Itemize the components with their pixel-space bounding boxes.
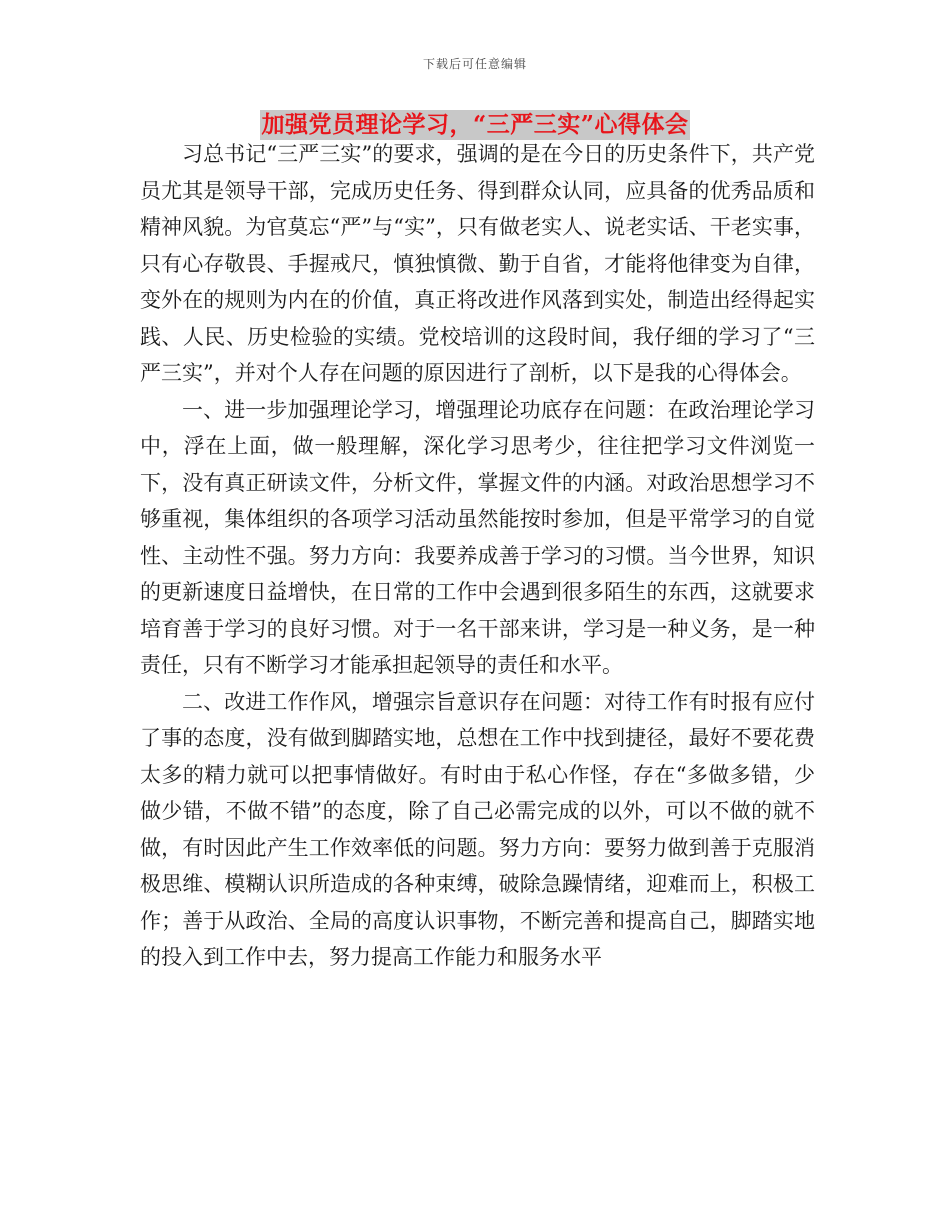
paragraph-section-2: 二、改进工作作风，增强宗旨意识存在问题：对待工作有时报有应付了事的态度，没有做到脚踏实地，总想在工作中找到捷径，最好不要花费太多的精力就可以把事情做好。有时由于私心作怪，存在“多做多错，少做少错，不做不错”的态度，除了自己必需完成的以外，可以不做的就不做，有时因此产生工作效率低的问题。努力方向：要努力做到善于克服消极思维、模糊认识所造成的各种束缚，破除急躁情绪，迎难而上，积极工作；善于从政治、全局的高度认识事物，不断完善和提高自己，脚踏实地的投入到工作中去，努力提高工作能力和服务水平 bbox=[140, 689, 815, 969]
header-note: 下载后可任意编辑 bbox=[422, 57, 527, 71]
document-body bbox=[140, 136, 815, 976]
paragraph-intro: 习总书记“三严三实”的要求，强调的是在今日的历史条件下，共产党员尤其是领导干部，完成历史任务、得到群众认同，应具备的优秀品质和精神风貌。为官莫忘“严”与“实”，只有做老实人、说老实话、干老实事，只有心存敬畏、手握戒尺，慎独慎微、勤于自省，才能将他律变为自律，变外在的规则为内在的价值，真正将改进作风落到实处，制造出经得起实践、人民、历史检验的实绩。党校培训的这段时间，我仔细的学习了“三严三实”，并对个人存在问题的原因进行了剖析，以下是我的心得体会。 bbox=[140, 142, 815, 385]
paragraph-section-1: 一、进一步加强理论学习，增强理论功底存在问题：在政治理论学习中，浮在上面，做一般理解，深化学习思考少，往往把学习文件浏览一下，没有真正研读文件，分析文件，掌握文件的内涵。对政治思想学习不够重视，集体组织的各项学习活动虽然能按时参加，但是平常学习的自觉性、主动性不强。努力方向：我要养成善于学习的习惯。当今世界，知识的更新速度日益增快，在日常的工作中会遇到很多陌生的东西，这就要求培育善于学习的良好习惯。对于一名干部来讲，学习是一种义务，是一种责任，只有不断学习才能承担起领导的责任和水平。 bbox=[140, 397, 815, 677]
document-title: 加强党员理论学习，“三严三实”心得体会 bbox=[261, 111, 689, 138]
